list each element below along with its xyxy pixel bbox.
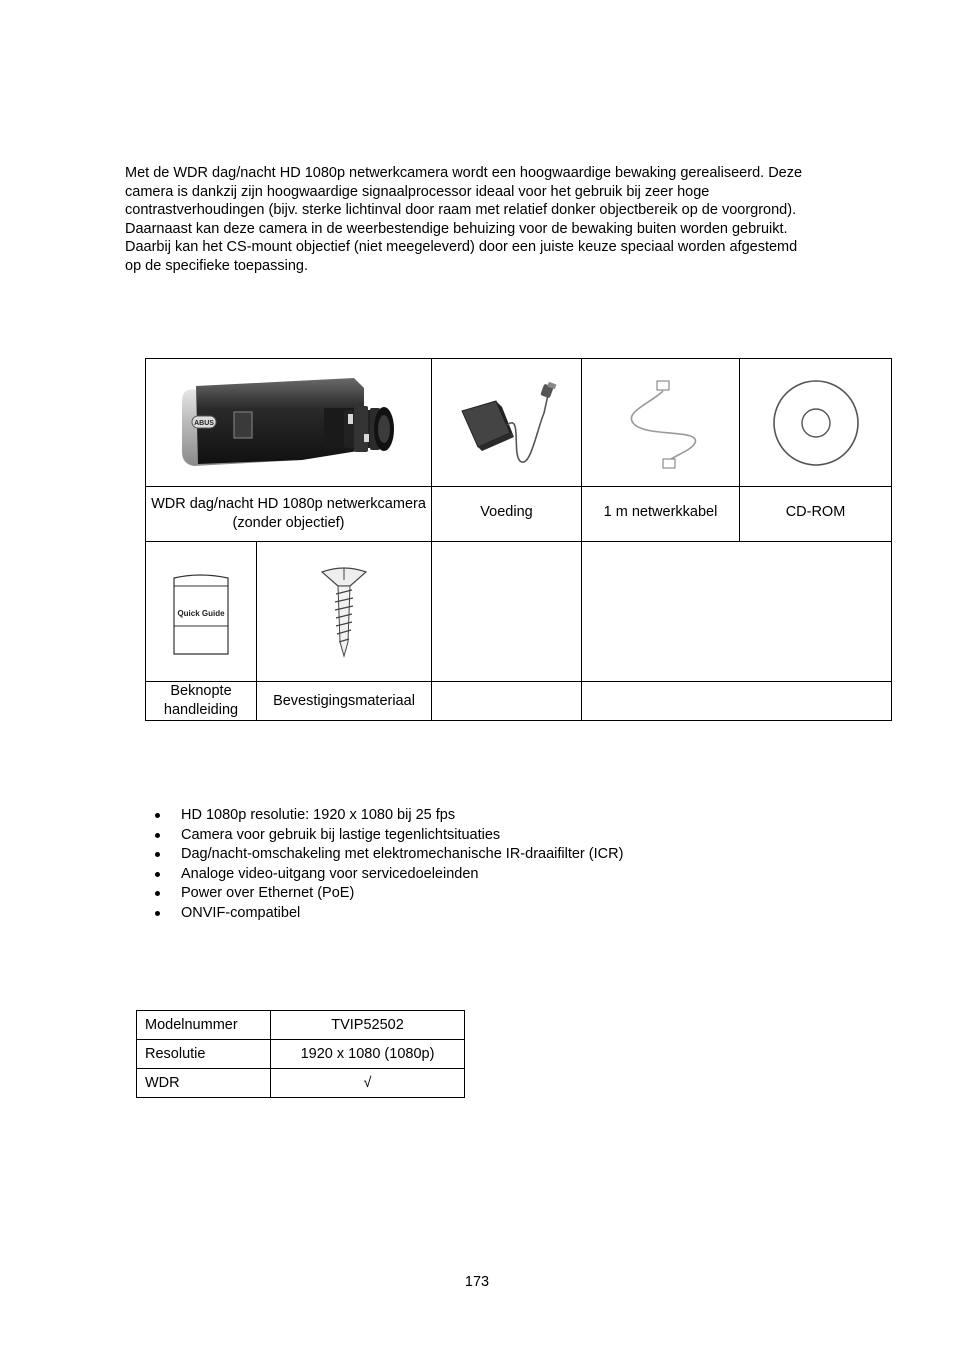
camera-brand-logo: ABUS [193, 419, 214, 427]
bullet-icon [155, 911, 160, 916]
feature-item: Camera voor gebruik bij lastige tegenlichtsituaties [155, 826, 623, 846]
camera-image [174, 368, 404, 478]
bullet-icon [155, 813, 160, 818]
feature-item: ONVIF-compatibel [155, 904, 623, 924]
feature-item: Analoge video-uitgang voor servicedoeleinden [155, 865, 623, 885]
quick-guide-label: Beknopte handleiding [146, 682, 257, 721]
camera-label: WDR dag/nacht HD 1080p netwerkcamera (zonder objectief) [146, 487, 432, 542]
page-number: 173 [464, 1274, 490, 1290]
intro-line: Daarnaast kan deze camera in de weerbestendige behuizing voor de bewaking buiten worden gebruikt. [125, 220, 788, 237]
intro-line: Daarbij kan het CS-mount objectief (niet meegeleverd) door een juiste keuze speciaal worden afgestemd [125, 239, 798, 256]
network-cable-image [611, 373, 711, 473]
feature-item: HD 1080p resolutie: 1920 x 1080 bij 25 fps [155, 806, 623, 826]
empty-cell [582, 542, 892, 682]
mounting-material-label: Bevestigingsmateriaal [257, 682, 432, 721]
spec-row [137, 1040, 465, 1069]
power-adapter-label: Voeding [432, 487, 582, 542]
spec-value: √ [271, 1069, 465, 1098]
quick-guide-image [166, 564, 236, 660]
feature-item: Power over Ethernet (PoE) [155, 884, 623, 904]
intro-line: op de specifieke toepassing. [125, 257, 308, 274]
intro-line: Met de WDR dag/nacht HD 1080p netwerkcamera wordt een hoogwaardige bewaking gerealiseerd. Deze [125, 165, 803, 181]
spec-label: Resolutie [137, 1040, 271, 1069]
screw-image [314, 562, 374, 662]
quick-guide-cover-text: Quick Guide [177, 608, 225, 618]
intro-paragraph [125, 164, 885, 276]
spec-label: Modelnummer [137, 1011, 271, 1040]
spec-label: WDR [137, 1069, 271, 1098]
spec-value: 1920 x 1080 (1080p) [271, 1040, 465, 1069]
spec-row [137, 1069, 465, 1098]
network-cable-image-cell [582, 359, 740, 487]
spec-value: TVIP52502 [271, 1011, 465, 1040]
screw-image-cell [257, 542, 432, 682]
empty-cell [432, 542, 582, 682]
bullet-icon [155, 872, 160, 877]
bullet-icon [155, 852, 160, 857]
power-adapter-image [452, 373, 562, 473]
spec-table [136, 1010, 465, 1098]
feature-item: Dag/nacht-omschakeling met elektromechanische IR-draaifilter (ICR) [155, 845, 623, 865]
cd-rom-image-cell [740, 359, 892, 487]
empty-cell [432, 682, 582, 721]
bullet-icon [155, 891, 160, 896]
feature-list [155, 806, 623, 924]
cd-rom-image [766, 373, 866, 473]
network-cable-label: 1 m netwerkkabel [582, 487, 740, 542]
bullet-icon [155, 833, 160, 838]
package-contents-table [145, 358, 892, 721]
empty-cell [582, 682, 892, 721]
spec-row [137, 1011, 465, 1040]
cd-rom-label: CD-ROM [740, 487, 892, 542]
quick-guide-image-cell [146, 542, 257, 682]
power-adapter-image-cell [432, 359, 582, 487]
intro-line: camera is dankzij zijn hoogwaardige signaalprocessor ideaal voor het gebruik bij zeer hoge [125, 183, 710, 200]
camera-image-cell [146, 359, 432, 487]
intro-line: contrastverhoudingen (bijv. sterke lichtinval door raam met relatief donker objectbereik op de voorgrond). [125, 202, 797, 219]
